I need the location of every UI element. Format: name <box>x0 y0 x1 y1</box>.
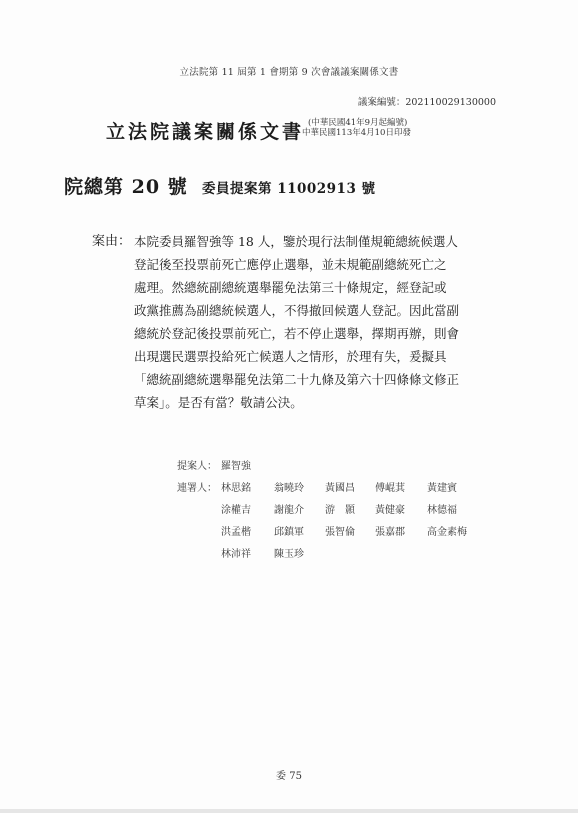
cosigner-name: 張智倫 <box>325 527 355 538</box>
subject-body <box>134 230 514 414</box>
bill-number: 議案編號：202110029130000 <box>357 97 496 108</box>
cosigner-name: 洪孟楷 <box>221 527 251 538</box>
proposal-number: 委員提案第 11002913 號 <box>202 181 376 197</box>
cosigner-name: 謝龍介 <box>274 505 304 516</box>
cosigner-row <box>177 522 467 544</box>
subject-line: 「總統副總統選舉罷免法第二十九條及第六十四條條文修正 <box>134 372 460 387</box>
document-title: 立法院議案關係文書 <box>106 121 305 143</box>
cosigner-name: 邱鎮軍 <box>274 527 304 538</box>
edition-note-print-date: 中華民國113年4月10日印發 <box>302 128 411 138</box>
subject-line: 本院委員羅智強等 18 人，鑒於現行法制僅規範總統候選人 <box>134 234 458 249</box>
edition-note <box>302 118 411 138</box>
subject-line: 草案」。是否有當？敬請公決。 <box>134 395 303 410</box>
cosigner-name: 黃健豪 <box>375 505 405 516</box>
proposer-row <box>177 456 251 478</box>
cosigner-row <box>177 544 304 566</box>
cosigner-name: 游 顥 <box>325 505 355 516</box>
signatories <box>177 456 467 566</box>
cosigner-name: 張嘉郡 <box>375 527 405 538</box>
edition-note-numbering: (中華民國41年9月起編號) <box>308 118 408 128</box>
subject-line: 出現選民選票投給死亡候選人之情形，於理有失，爰擬具 <box>134 349 447 364</box>
subject-line: 政黨推薦為副總統候選人，不得撤回候選人登記。因此當副 <box>134 303 460 318</box>
cosigner-row <box>177 478 457 500</box>
cosigner-name: 傅崐萁 <box>375 483 405 494</box>
session-header: 立法院第 11 屆第 1 會期第 9 次會議議案關係文書 <box>179 67 399 78</box>
subject-line: 登記後至投票前死亡應停止選舉，並未規範副總統死亡之 <box>134 257 447 272</box>
cosigner-name: 林沛祥 <box>221 549 251 560</box>
proposer-name: 羅智強 <box>221 461 251 472</box>
cosigner-name: 涂權吉 <box>221 505 251 516</box>
subject-line: 總統於登記後投票前死亡，若不停止選舉，擇期再辦，則會 <box>134 326 460 341</box>
cosigner-name: 林德福 <box>427 505 457 516</box>
cosigner-name: 陳玉珍 <box>274 549 304 560</box>
cosigner-name: 黃國昌 <box>325 483 355 494</box>
subject-line: 處理。然總統副總統選舉罷免法第三十條規定，經登記或 <box>134 280 447 295</box>
cosigner-name: 高金素梅 <box>427 527 467 538</box>
cosigner-label: 連署人： <box>177 483 217 494</box>
cosigner-name: 黃建賓 <box>427 483 457 494</box>
general-document-number: 院總第 20 號 <box>64 176 188 198</box>
cosigner-name: 翁曉玲 <box>274 483 304 494</box>
subject-label: 案由： <box>92 234 132 249</box>
cosigner-row <box>177 500 457 522</box>
proposer-label: 提案人： <box>177 461 217 472</box>
page-bottom-edge <box>0 809 578 813</box>
cosigner-name: 林思銘 <box>221 483 251 494</box>
page-number: 委 75 <box>276 771 302 782</box>
